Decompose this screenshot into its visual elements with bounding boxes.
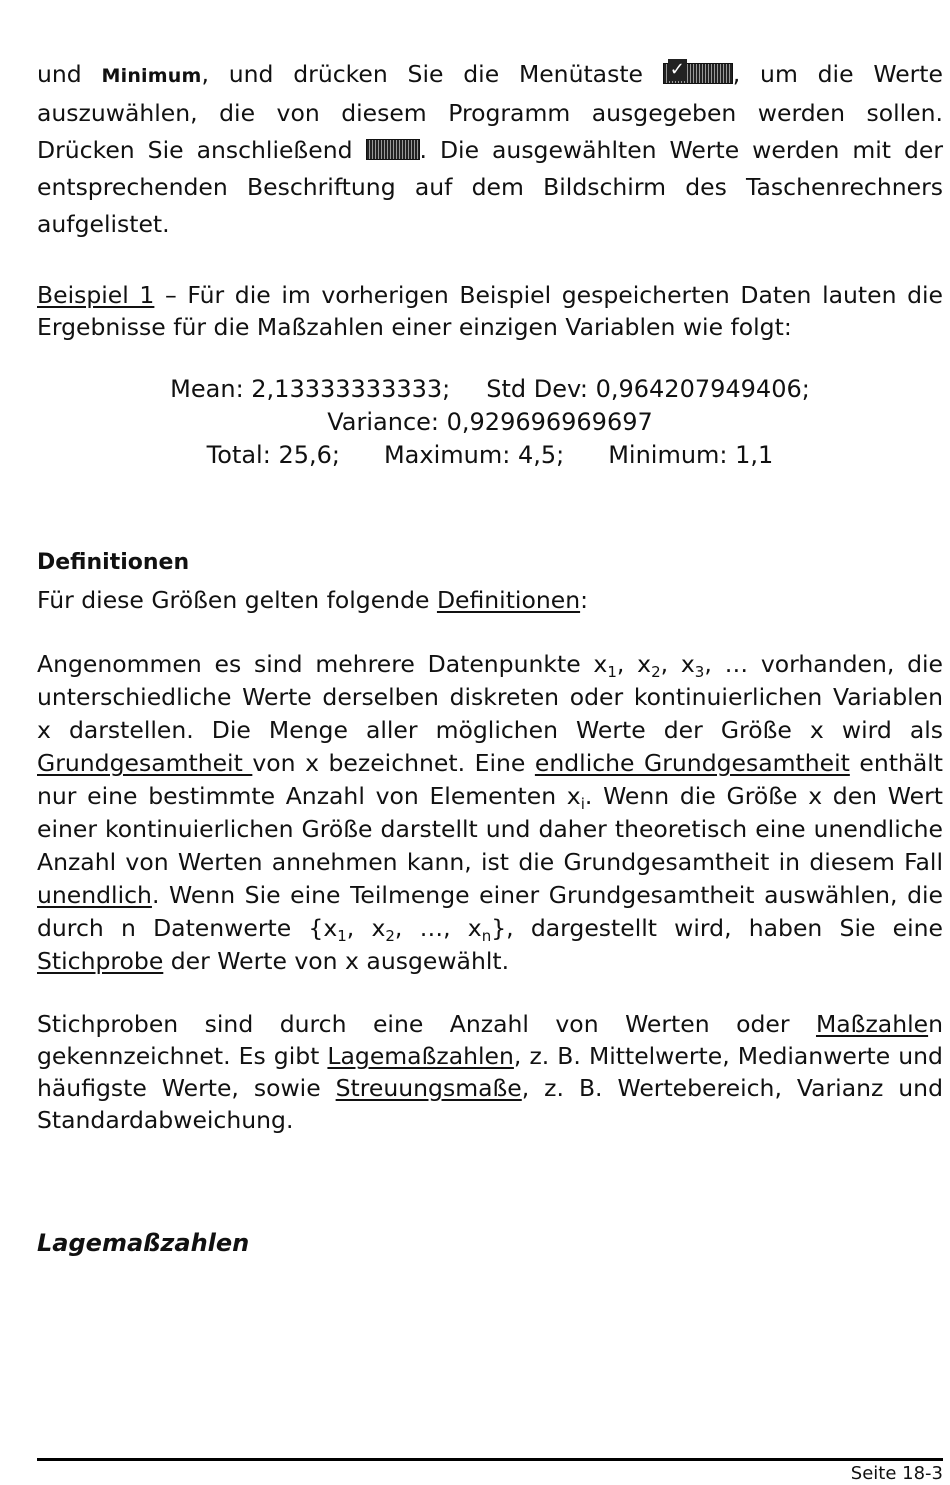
subscript: 2	[651, 663, 661, 681]
example-label: Beispiel 1	[37, 281, 155, 309]
term-unendlich: unendlich	[37, 881, 152, 909]
definitions-intro	[37, 584, 943, 616]
footer-rule	[37, 1458, 943, 1461]
samples-paragraph	[37, 1008, 943, 1136]
stat-minimum: Minimum: 1,1	[608, 441, 774, 469]
check-ok-menu-key-icon: ✓	[663, 63, 733, 84]
subscript: 2	[385, 927, 395, 945]
term-stichprobe: Stichprobe	[37, 947, 164, 975]
example-paragraph	[37, 279, 943, 343]
text: Stichproben sind durch eine Anzahl von Werten oder	[37, 1010, 816, 1038]
population-paragraph	[37, 648, 943, 978]
stat-total: Total: 25,6;	[206, 441, 340, 469]
text: der Werte von x ausgewählt.	[163, 947, 510, 975]
minimum-softkey-label: Minimum	[101, 65, 202, 87]
stat-mean: Mean: 2,13333333333;	[170, 375, 451, 403]
stat-std-dev: Std Dev: 0,964207949406;	[486, 375, 810, 403]
term-streuungsmasse: Streuungsmaße	[335, 1074, 522, 1102]
intro-text: , um die Werte auszuwählen, die von diesem Programm ausgegeben werden sollen. Drücken Sie anschließend	[37, 60, 943, 164]
text: , z. B. Wertebereich, Varianz und Standardabweichung.	[37, 1074, 943, 1134]
page-number: Seite 18-3	[850, 1463, 943, 1484]
stat-variance: Variance: 0,929696969697	[327, 408, 653, 436]
text: , … vorhanden, die unterschiedliche Werte derselben diskreten oder kontinuierlichen Variablen x darstellen. Die Menge aller möglichen Werte der Größe x wird als	[37, 650, 944, 744]
subscript: 1	[607, 663, 617, 681]
text: , …, x	[394, 914, 482, 942]
term-lagemasszahlen: Lagemaßzahlen	[327, 1042, 514, 1070]
text: }, dargestellt wird, haben Sie eine	[491, 914, 943, 942]
definitions-text: :	[580, 586, 589, 614]
definitions-text: Für diese Größen gelten folgende	[37, 586, 437, 614]
stats-line-3	[37, 439, 943, 472]
text: n gekennzeichnet. Es gibt	[37, 1010, 943, 1070]
text: , x	[660, 650, 695, 678]
subscript: i	[580, 795, 585, 813]
intro-paragraph	[37, 56, 943, 243]
term-masszahlen: Maßzahle	[815, 1010, 929, 1038]
subscript: 1	[337, 927, 347, 945]
text: , z. B. Mittelwerte, Medianwerte und häufigste Werte, sowie	[37, 1042, 943, 1102]
definitions-heading: Definitionen	[37, 550, 190, 575]
stats-line-1	[37, 373, 943, 406]
stats-line-2	[37, 406, 943, 439]
statistics-results	[37, 373, 943, 472]
subscript: n	[481, 927, 492, 945]
intro-text: und	[37, 60, 102, 88]
text: , x	[346, 914, 386, 942]
text: Angenommen es sind mehrere Datenpunkte x	[37, 650, 608, 678]
intro-text: , und drücken Sie die Menütaste	[201, 60, 663, 88]
page-content	[37, 56, 943, 1259]
subscript: 3	[694, 663, 705, 681]
intro-text: . Die ausgewählten Werte werden mit der entsprechenden Beschriftung auf dem Bildschirm des Taschenrechners aufgelistet.	[37, 136, 943, 238]
example-text: – Für die im vorherigen Beispiel gespeicherten Daten lauten die Ergebnisse für die Maßzahlen einer einzigen Variablen wie folgt:	[37, 281, 943, 341]
term-endliche-grundgesamtheit: endliche Grundgesamtheit	[534, 749, 850, 777]
text: von x bezeichnet. Eine	[252, 749, 535, 777]
definitions-term: Definitionen	[436, 586, 581, 614]
lagemasszahlen-heading: Lagemaßzahlen	[37, 1229, 250, 1257]
text: . Wenn Sie eine Teilmenge einer Grundgesamtheit auswählen, die durch n Datenwerte {x	[37, 881, 943, 942]
ok-menu-key-icon	[366, 139, 420, 160]
text: , x	[616, 650, 652, 678]
stat-maximum: Maximum: 4,5;	[383, 441, 565, 469]
text: enthält nur eine bestimmte Anzahl von Elementen x	[37, 749, 943, 810]
text: . Wenn die Größe x den Wert einer kontinuierlichen Größe darstellt und daher theoretisch eine unendliche Anzahl von Werten annehmen kann, ist die Grundgesamtheit in diesem Fall	[37, 782, 943, 876]
term-grundgesamtheit: Grundgesamtheit	[37, 749, 253, 777]
